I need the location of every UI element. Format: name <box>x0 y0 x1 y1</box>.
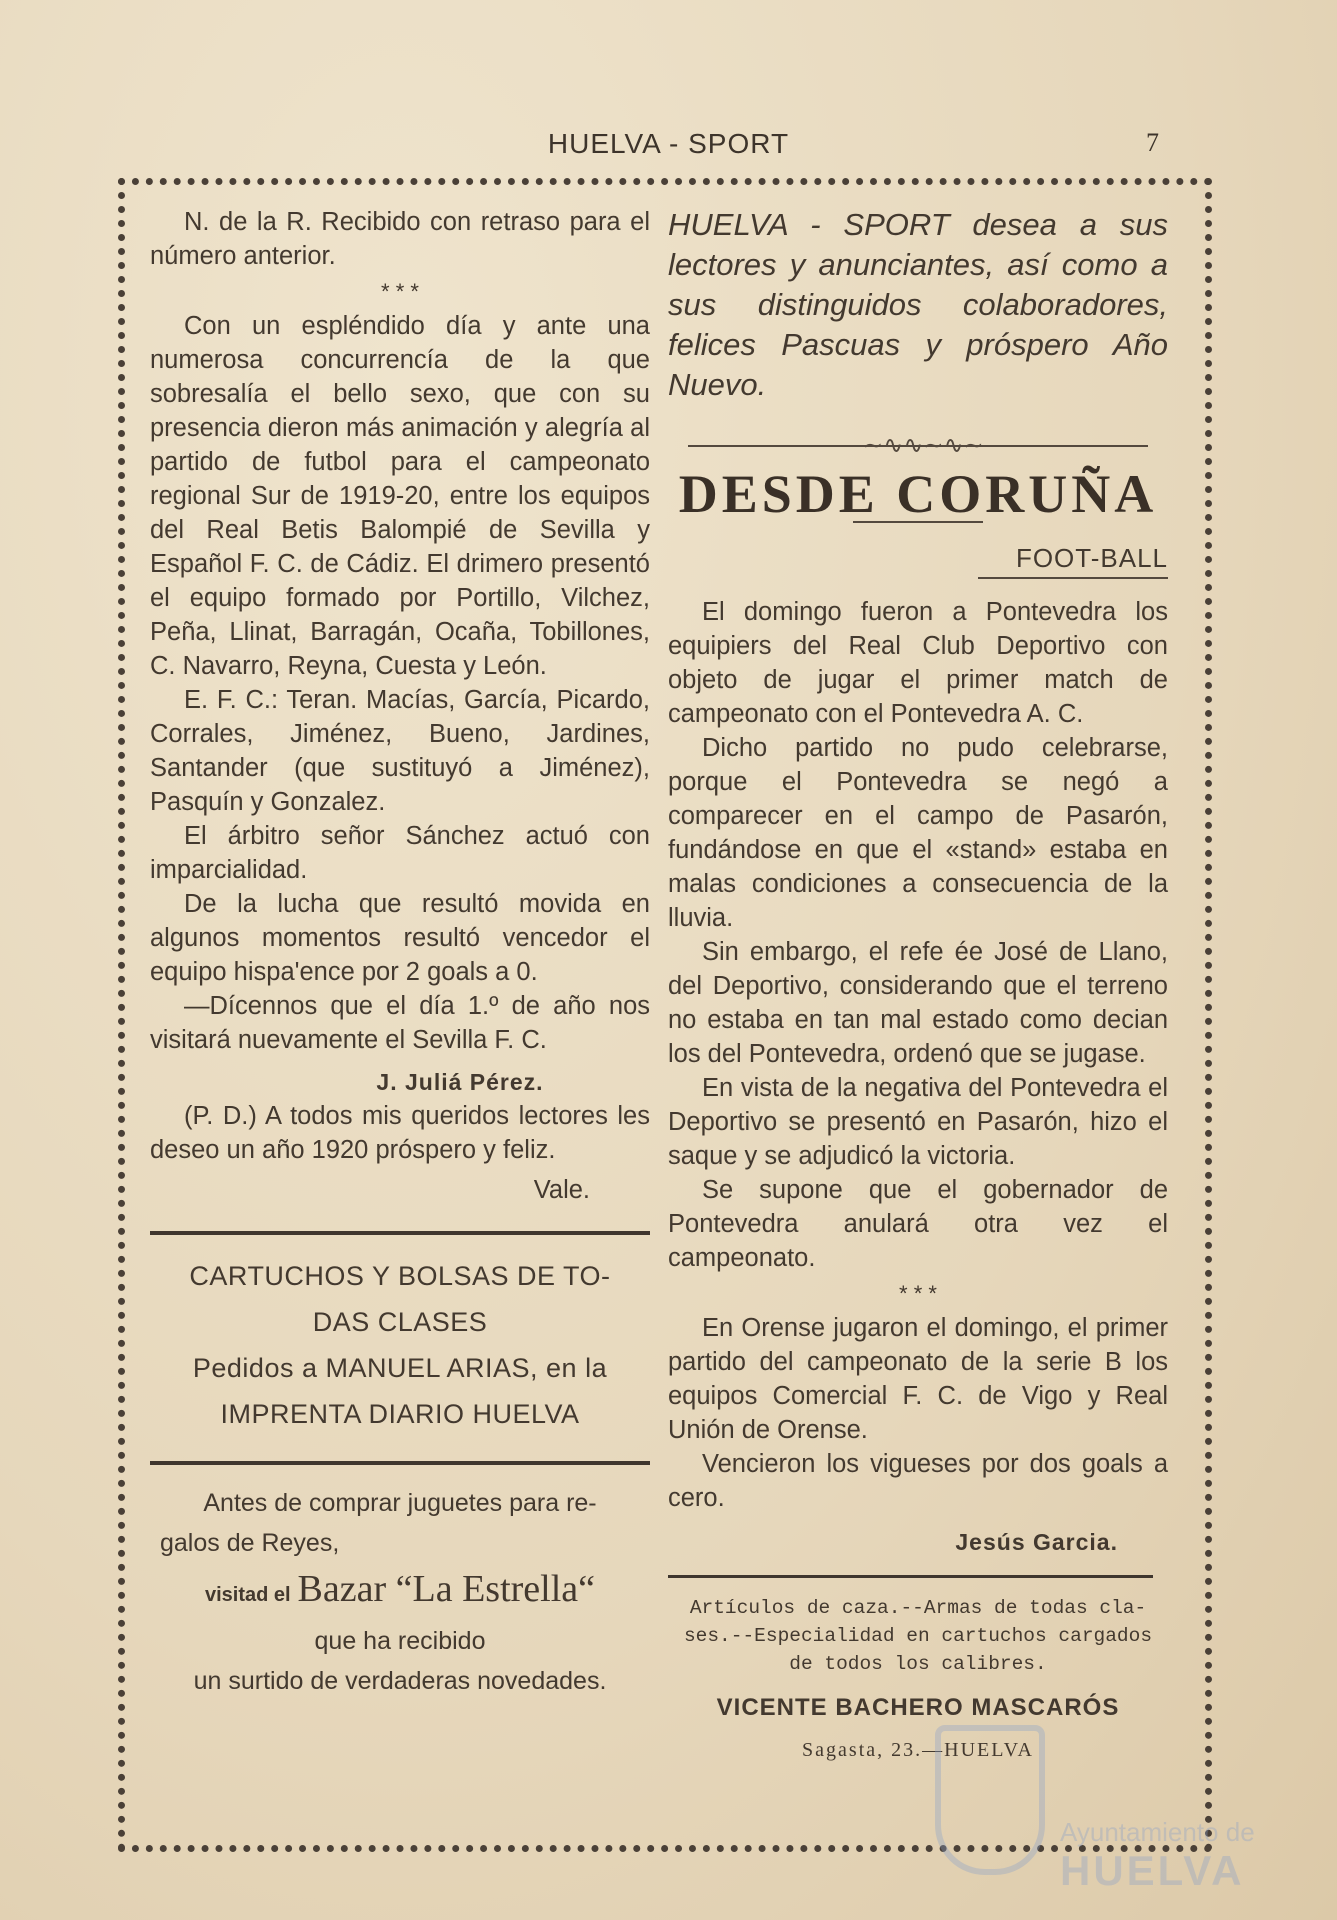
watermark-line1: Ayuntamiento de <box>1060 1817 1255 1847</box>
left-column <box>150 205 650 1701</box>
ornament-icon: ∼∿∿∼∿∼ <box>863 432 984 459</box>
article-paragraph: En Orense jugaron el domingo, el primer partido del campeonato de la serie B los equipos Comercial F. C. de Vigo y Real Unión de Orense. <box>668 1314 1168 1444</box>
advert-visit-label: visitad el <box>204 1584 291 1606</box>
advert-line: un surtido de verdaderas novedades. <box>193 1667 607 1695</box>
masthead-title: HUELVA - SPORT <box>547 128 790 159</box>
separator-stars: * * * <box>381 279 419 304</box>
page-header <box>0 128 1337 164</box>
article-signature: Jesús Garcia. <box>955 1529 1118 1555</box>
right-column <box>668 205 1168 1764</box>
editor-note: N. de la R. Recibido con retraso para el número anterior. <box>150 208 650 270</box>
advert-line: Antes de comprar juguetes para re- <box>203 1489 597 1517</box>
advert-bazar-name: Bazar “La Estrella“ <box>297 1568 596 1610</box>
advert-merchant-name: VICENTE BACHERO MASCARÓS <box>716 1694 1120 1721</box>
advert-address: Sagasta, 23.—HUELVA <box>802 1739 1034 1761</box>
article-paragraph: De la lucha que resultó movida en algunos momentos resultó vencedor el equipo hispa'ence por 2 goals a 0. <box>150 890 650 986</box>
ornament-divider <box>668 423 1168 463</box>
article-paragraph: El domingo fueron a Pontevedra los equipiers del Real Club Deportivo con objeto de jugar el primer match de campeonato con el Pontevedra A. C. <box>668 598 1168 728</box>
postscript-vale: Vale. <box>533 1176 590 1204</box>
advert-bazar <box>150 1483 650 1701</box>
holiday-greeting: HUELVA - SPORT desea a sus lectores y anunciantes, así como a sus distinguidos colaboradores, felices Pascuas y próspero Año Nuevo. <box>668 207 1168 402</box>
advert-cartuchos <box>150 1253 650 1437</box>
advert-line: IMPRENTA DIARIO HUELVA <box>220 1399 580 1429</box>
archive-watermark <box>935 1725 1265 1894</box>
article-paragraph: E. F. C.: Teran. Macías, García, Picardo, Corrales, Jiménez, Bueno, Jardines, Santander (que sustituyó a Jiménez), Pasquín y Gonzalez. <box>150 686 650 816</box>
subheadline: FOOT-BALL <box>978 541 1168 579</box>
article-paragraph: Con un espléndido día y ante una numerosa concurrencía de la que sobresalía el bello sexo, que con su presencia dieron más animación y alegría al partido de futbol para el campeonato regional Sur de 1919-20, entre los equipos del Real Betis Balompié de Sevilla y Español F. C. de Cádiz. El drimero presentó el equipo formado por Portillo, Vilchez, Peña, Llinat, Barragán, Ocaña, Tobillones, C. Navarro, Reyna, Cuesta y León. <box>150 312 650 680</box>
advert-bazar-line <box>150 1569 650 1615</box>
article-paragraph: Sin embargo, el refe ée José de Llano, del Deportivo, considerando que el terreno no estaba en tan mal estado como decian los del Pontevedra, ordenó que se jugase. <box>668 938 1168 1068</box>
postscript: (P. D.) A todos mis queridos lectores les deseo un año 1920 próspero y feliz. <box>150 1102 650 1164</box>
advert-line: que ha recibido <box>314 1627 486 1655</box>
separator-stars: * * * <box>899 1281 937 1306</box>
article-signature: J. Juliá Pérez. <box>376 1069 544 1095</box>
headline: DESDE CORUÑA <box>678 464 1158 524</box>
section-rule <box>668 1575 1153 1578</box>
article-paragraph: Vencieron los vigueses por dos goals a cero. <box>668 1450 1168 1512</box>
section-rule <box>150 1461 650 1465</box>
article-paragraph: Dicho partido no pudo celebrarse, porque el Pontevedra se negó a comparecer en el campo de Pasarón, fundándose en que el «stand» estaba en malas condiciones a consecuencia de la lluvia. <box>668 734 1168 932</box>
article-paragraph: El árbitro señor Sánchez actuó con imparcialidad. <box>150 822 650 884</box>
advert-line: ses.--Especialidad en cartuchos cargados <box>683 1625 1153 1647</box>
article-paragraph: En vista de la negativa del Pontevedra el Deportivo se presentó en Pasarón, hizo el saque y se adjudicó la victoria. <box>668 1074 1168 1170</box>
advert-line: galos de Reyes, <box>160 1529 340 1557</box>
article-paragraph: —Dícennos que el día 1.º de año nos visitará nuevamente el Sevilla F. C. <box>150 992 650 1054</box>
page-number: 7 <box>1146 128 1159 157</box>
watermark-line2: HUELVA <box>1060 1847 1245 1894</box>
advert-line: CARTUCHOS Y BOLSAS DE TO- <box>189 1261 611 1291</box>
advert-line: Artículos de caza.--Armas de todas cla- <box>689 1597 1147 1619</box>
advert-line: DAS CLASES <box>312 1307 488 1337</box>
article-paragraph: Se supone que el gobernador de Pontevedra anulará otra vez el campeonato. <box>668 1176 1168 1272</box>
section-rule <box>150 1231 650 1235</box>
article-body <box>668 595 1168 1515</box>
advert-line: de todos los calibres. <box>789 1653 1047 1675</box>
coat-of-arms-icon <box>935 1725 1045 1875</box>
advert-line: Pedidos a MANUEL ARIAS, en la <box>192 1353 608 1383</box>
